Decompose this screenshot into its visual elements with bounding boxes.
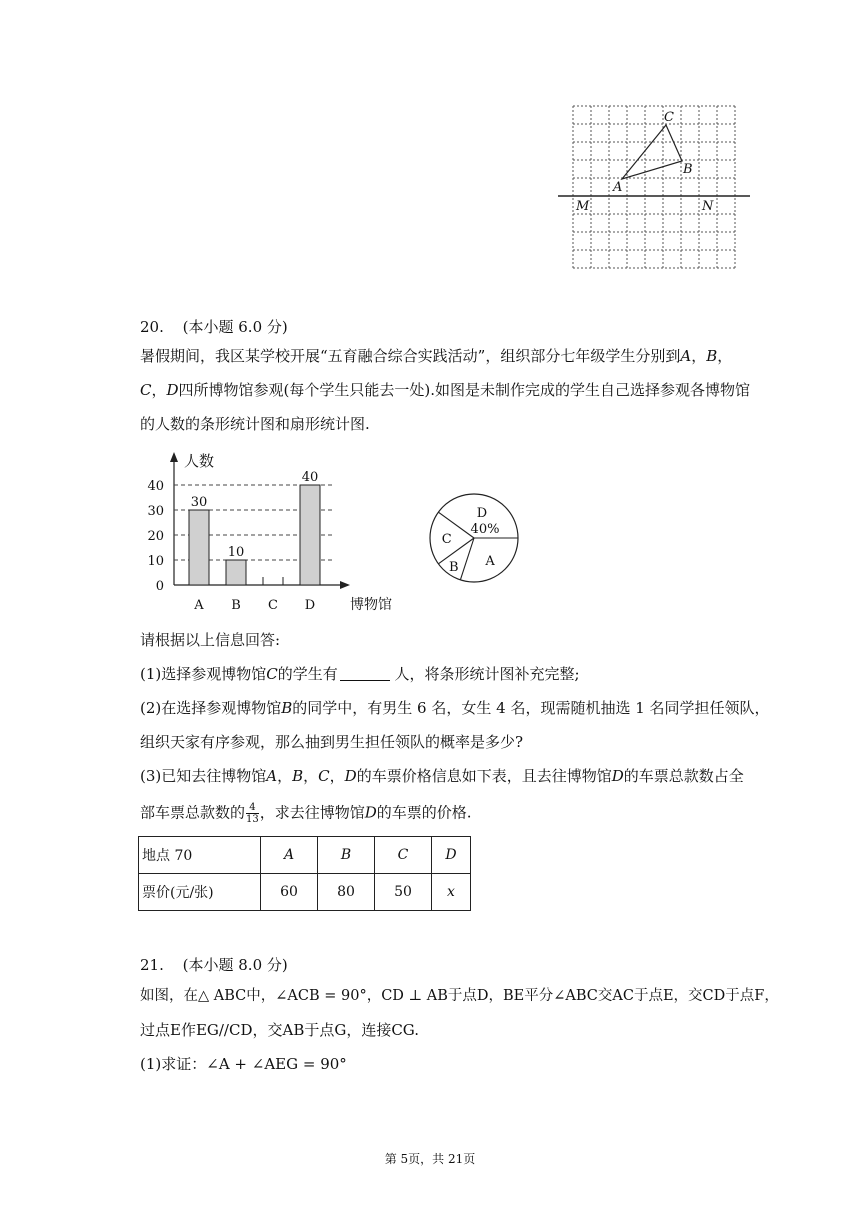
q21-number: 21. <box>140 956 164 974</box>
pie-slice-label: C <box>441 532 452 547</box>
y-tick-label: 20 <box>147 529 164 544</box>
pie-slice-label: A <box>485 554 495 570</box>
q20-part2-line2: 组织天家有序参观，那么抽到男生担任领队的概率是多少? <box>140 733 524 751</box>
bar <box>189 510 209 585</box>
q20-part3-line2: 部车票总款数的 $\frac{4}{13}$ ，求去往博物馆D的车票的价格. <box>140 802 472 825</box>
table-cell: x <box>432 874 471 911</box>
data-label: 10 <box>227 545 245 560</box>
pie-chart <box>426 492 526 584</box>
table-cell: 50 <box>375 874 432 911</box>
q20-prompt: 请根据以上信息回答: <box>140 631 281 649</box>
bar <box>226 560 246 585</box>
table-cell: A <box>261 837 318 874</box>
label-b: B <box>683 162 693 177</box>
q20-part1: (1)选择参观博物馆C的学生有 人，将条形统计图补充完整; <box>140 665 580 683</box>
table-row <box>139 874 471 911</box>
bar-chart <box>138 450 398 620</box>
x-tick-label: A <box>194 598 204 613</box>
table-cell: 80 <box>318 874 375 911</box>
q20-part3: (3)已知去往博物馆A，B，C，D的车票价格信息如下表，且去往博物馆D的车票总款数占全 <box>140 767 744 785</box>
table-cell: B <box>318 837 375 874</box>
x-axis-arrow <box>340 581 350 589</box>
bar <box>300 485 320 585</box>
x-tick-label: C <box>268 598 278 613</box>
pie-slice-label: D <box>476 506 488 521</box>
page-footer: 第 5页，共 21页 <box>384 1152 476 1166</box>
grid-lines <box>573 106 735 268</box>
y-tick-label: 0 <box>155 579 164 594</box>
table-cell: 票价(元/张) <box>139 874 261 911</box>
q20-number: 20. <box>140 318 164 336</box>
y-tick-label: 30 <box>147 504 164 519</box>
y-axis-arrow <box>170 452 178 462</box>
q20-line2: C，D四所博物馆参观(每个学生只能去一处).如图是未制作完成的学生自己选择参观各博物馆 <box>140 381 751 399</box>
table-cell: 60 <box>261 874 318 911</box>
grid-triangle-figure <box>556 100 752 276</box>
q20-part2: (2)在选择参观博物馆B的同学中，有男生 6 名，女生 4 名，现需随机抽选 1 名同学担任领队， <box>140 699 770 717</box>
label-m: M <box>576 199 590 214</box>
q20-header <box>140 316 288 337</box>
q20-line3: 的人数的条形统计图和扇形统计图. <box>140 415 370 433</box>
table-row <box>139 837 471 874</box>
q20-line1: 暑假期间，我区某学校开展“五育融合综合实践活动”，组织部分七年级学生分别到A，B， <box>140 347 733 365</box>
label-n: N <box>702 199 714 214</box>
table-cell: 地点 70 <box>139 837 261 874</box>
label-a: A <box>613 180 623 195</box>
x-tick-label: D <box>304 598 316 613</box>
q21-line1: 如图，在△ ABC中，∠ACB = 90°，CD ⊥ AB于点D，BE平分∠ABC交AC于点E，交CD于点F， <box>140 988 779 1004</box>
data-label: 40 <box>301 470 319 485</box>
pie-percent-label: 40% <box>470 522 500 537</box>
q21-score: (本小题 8.0 分) <box>182 956 288 974</box>
fraction-4-13: $\frac{4}{13}$ <box>246 802 259 825</box>
x-axis-label: 博物馆 <box>350 597 392 613</box>
table-cell: D <box>432 837 471 874</box>
q21-header <box>140 954 288 975</box>
answer-blank[interactable] <box>340 666 390 681</box>
ticket-price-table <box>138 836 471 911</box>
pie-slice-label: B <box>449 559 459 575</box>
y-axis-label: 人数 <box>184 452 215 470</box>
label-c: C <box>664 110 674 125</box>
table-cell: C <box>375 837 432 874</box>
y-tick-label: 40 <box>147 479 164 494</box>
data-label: 30 <box>190 495 208 510</box>
q21-line3: (1)求证：∠A + ∠AEG = 90° <box>140 1055 347 1073</box>
triangle-abc <box>622 125 682 179</box>
q21-line2: 过点E作EG//CD，交AB于点G，连接CG. <box>140 1021 420 1039</box>
y-tick-label: 10 <box>147 554 164 569</box>
q20-score: (本小题 6.0 分) <box>182 318 288 336</box>
x-tick-label: B <box>231 598 241 613</box>
